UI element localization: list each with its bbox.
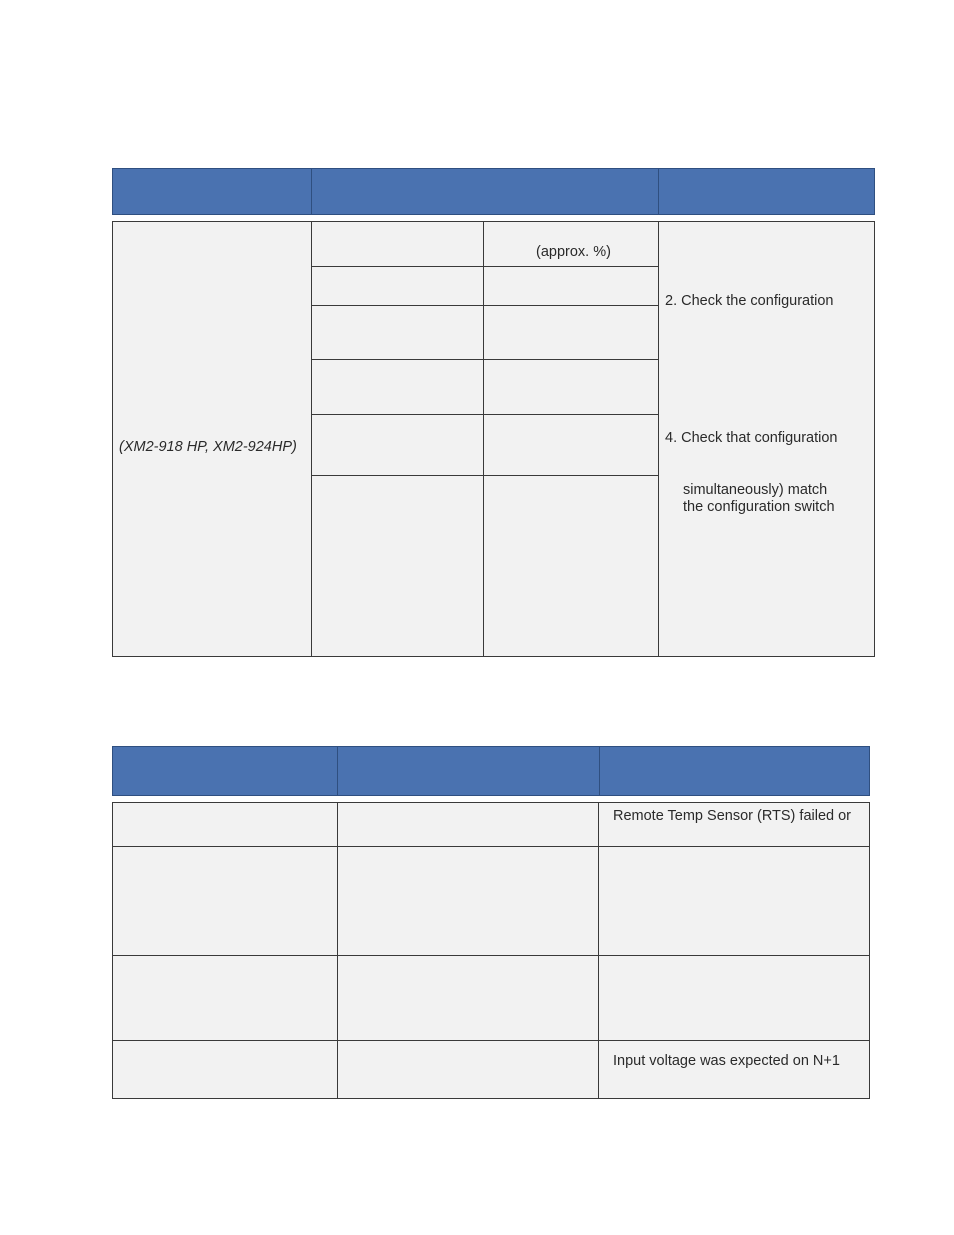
step-4-continuation: simultaneously) match — [683, 482, 828, 498]
table1-col-divider — [311, 221, 312, 657]
table1-row-divider — [311, 359, 658, 360]
table2-header-divider — [337, 746, 338, 796]
table2-row-divider — [112, 1040, 870, 1041]
step-2-text: 2. Check the configuration — [665, 293, 834, 309]
table1-col-divider — [483, 221, 484, 657]
table1-row-divider — [311, 266, 658, 267]
input-voltage-note: Input voltage was expected on N+1 — [613, 1053, 840, 1069]
table2-row-divider — [112, 846, 870, 847]
table1-row-divider — [311, 414, 658, 415]
table2-row-divider — [112, 955, 870, 956]
model-note: (XM2-918 HP, XM2-924HP) — [119, 439, 297, 455]
table1-col-divider — [658, 221, 659, 657]
table2-header-divider — [599, 746, 600, 796]
table1-header-divider — [658, 168, 659, 215]
table1-row-divider — [311, 475, 658, 476]
table1-row-divider — [311, 305, 658, 306]
step-4-continuation: the configuration switch — [683, 499, 835, 515]
table2-header — [112, 746, 870, 796]
table1-header — [112, 168, 875, 215]
table1-header-divider — [311, 168, 312, 215]
rts-note: Remote Temp Sensor (RTS) failed or — [613, 808, 852, 824]
approx-label: (approx. %) — [536, 244, 611, 260]
step-4-text: 4. Check that configuration — [665, 430, 838, 446]
